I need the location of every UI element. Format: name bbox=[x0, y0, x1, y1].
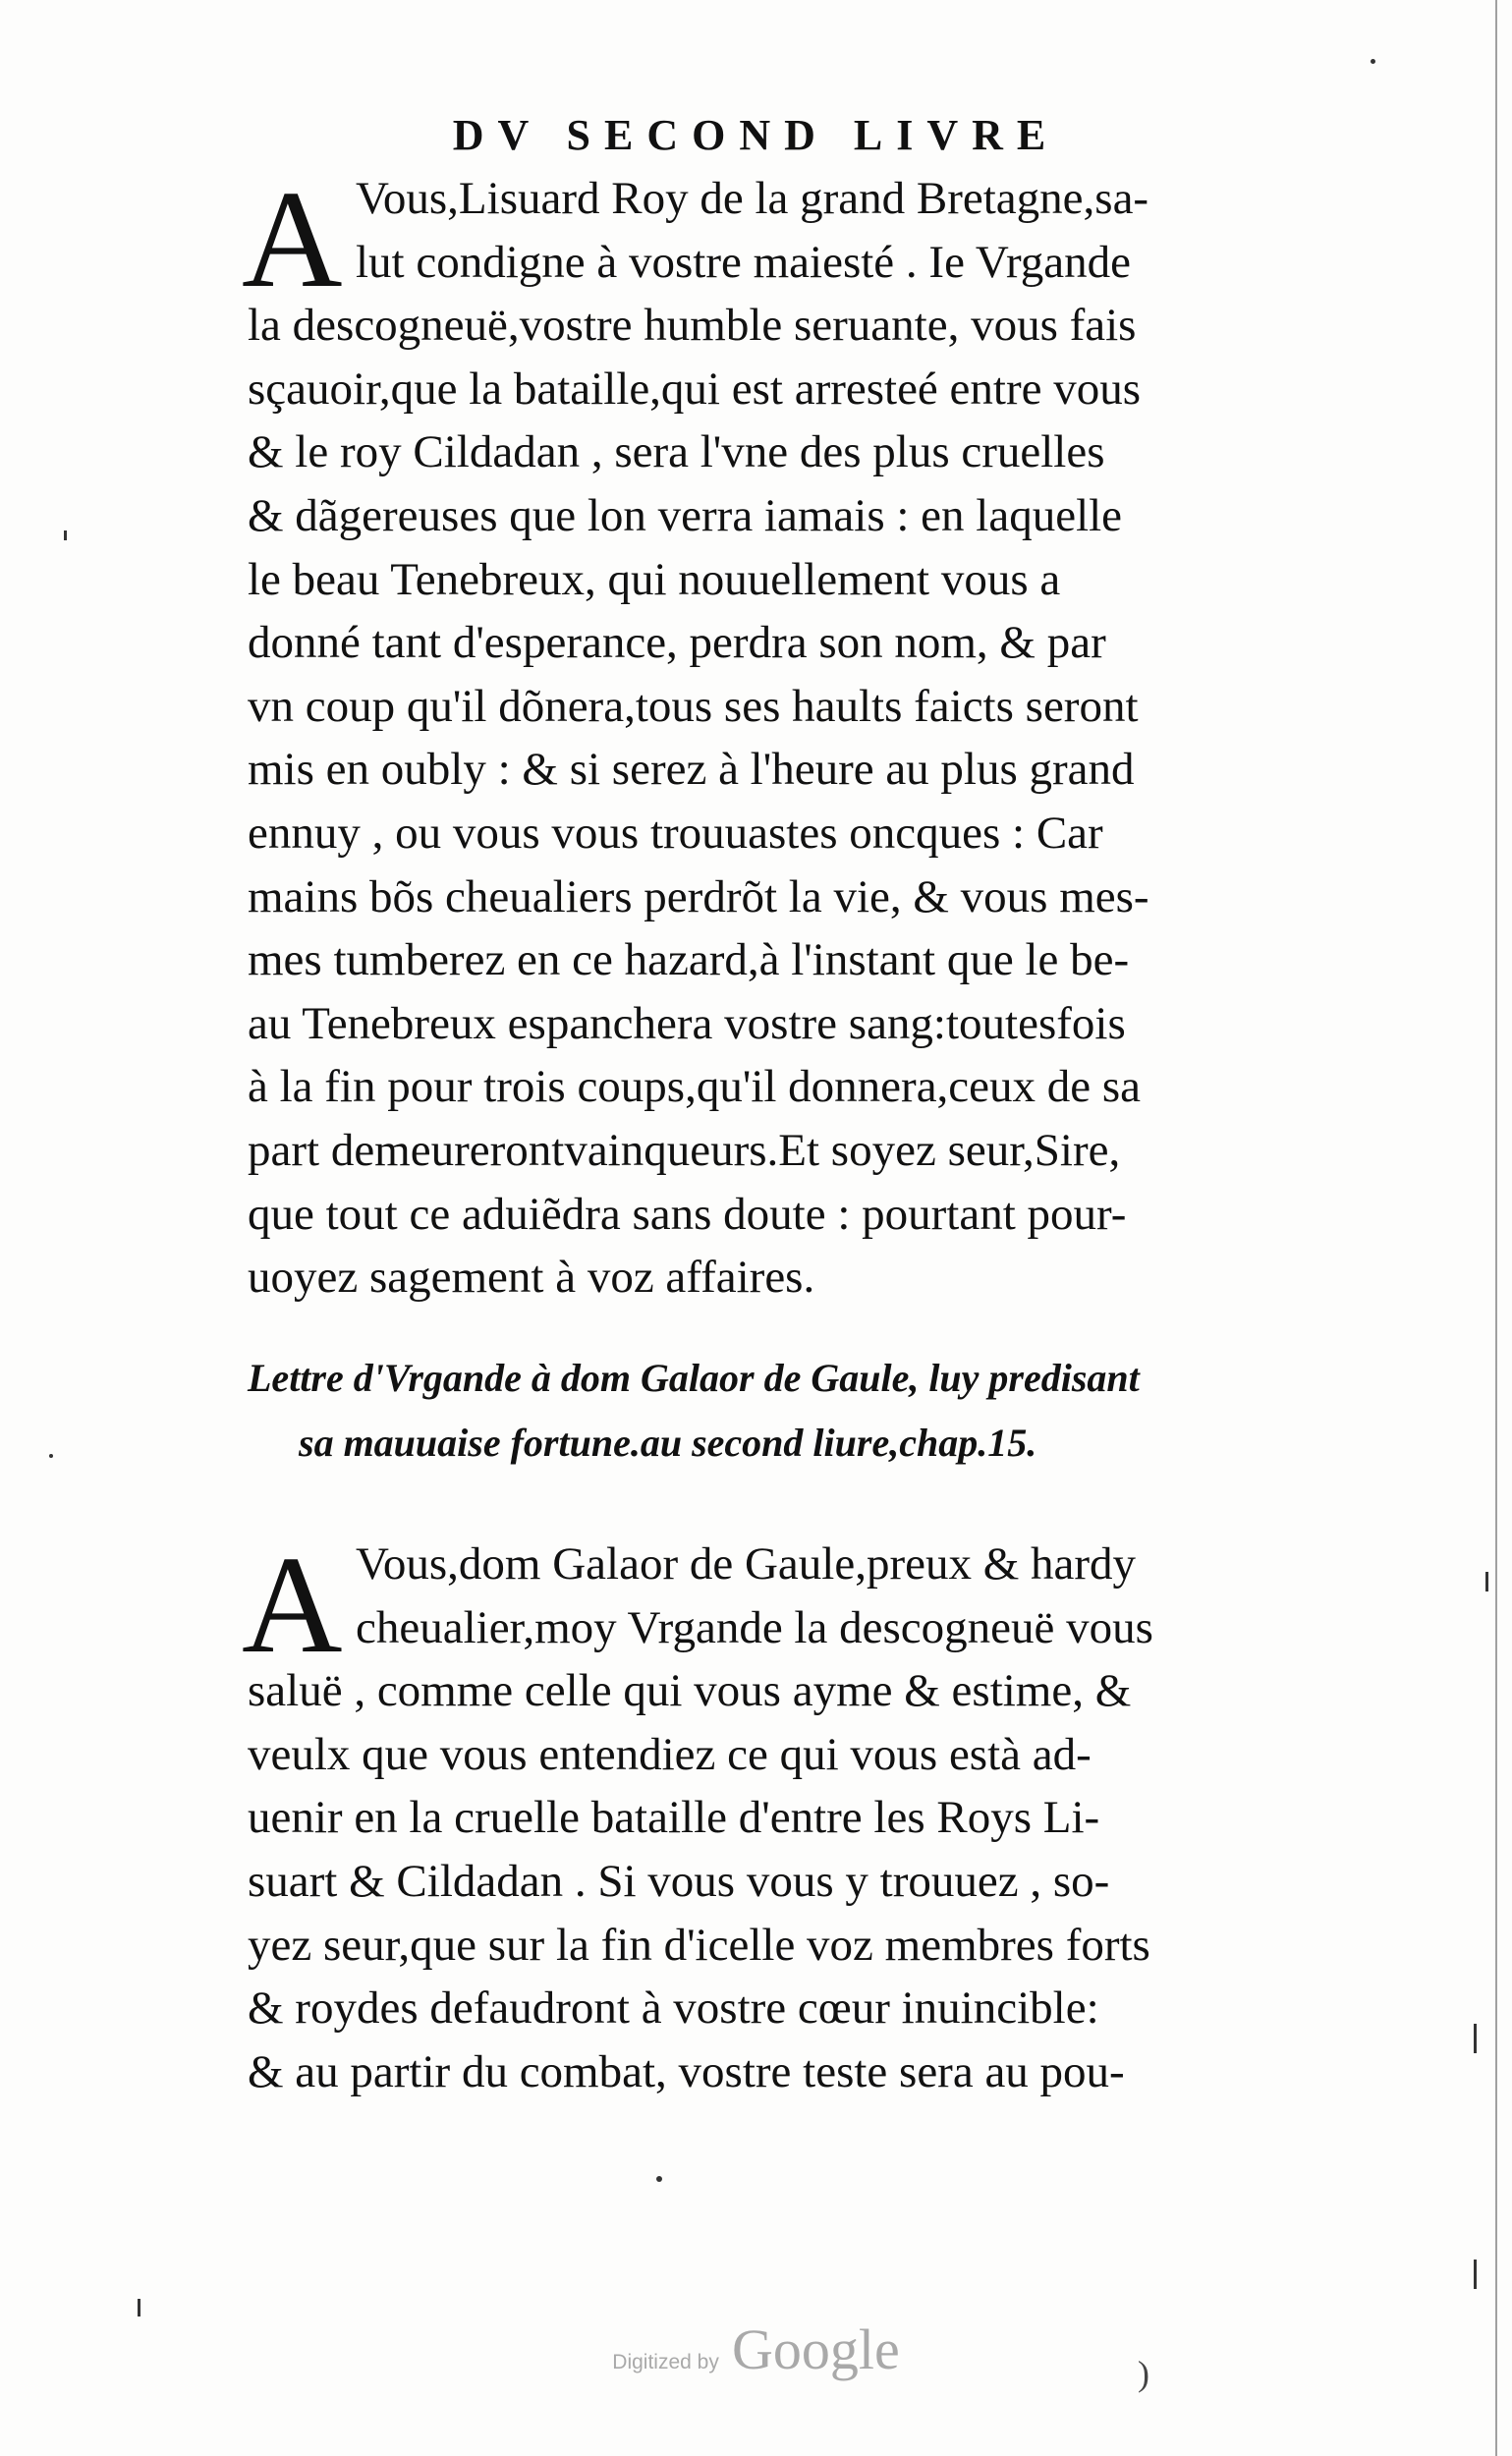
text-line: Vous,Lisuard Roy de la grand Bretagne,sa- bbox=[356, 173, 1149, 224]
text-line: mis en oubly : & si serez à l'heure au plus grand bbox=[248, 744, 1135, 796]
scan-speck bbox=[138, 2299, 140, 2316]
text-line: le beau Tenebreux, qui nouuellement vous a bbox=[248, 553, 1061, 605]
scan-edge bbox=[1495, 0, 1497, 2456]
text-line: veulx que vous entendiez ce qui vous està ad- bbox=[248, 1728, 1092, 1780]
text-line: Vous,dom Galaor de Gaule,preux & hardy bbox=[356, 1538, 1137, 1590]
text-line: mains bõs cheualiers perdrõt la vie, & vous mes- bbox=[248, 870, 1149, 922]
letter-heading bbox=[248, 1346, 1309, 1476]
text-line: que tout ce aduiẽdra sans doute : pourtant pour- bbox=[248, 1188, 1127, 1240]
text-line: & au partir du combat, vostre teste sera au pou- bbox=[248, 2045, 1125, 2097]
text-line: donné tant d'esperance, perdra son nom, & par bbox=[248, 617, 1106, 669]
text-line: cheualier,moy Vrgande la descogneuë vous bbox=[356, 1601, 1153, 1653]
text-line: uoyez sagement à voz affaires. bbox=[248, 1252, 815, 1304]
text-line: vn coup qu'il dõnera,tous ses haults faicts seront bbox=[248, 680, 1139, 732]
scan-speck bbox=[1485, 1572, 1488, 1591]
text-line: saluë , comme celle qui vous ayme & estime, & bbox=[248, 1665, 1132, 1717]
scan-speck bbox=[1474, 2024, 1477, 2053]
text-line: sçauoir,que la bataille,qui est arresteé entre vous bbox=[248, 363, 1142, 415]
scan-speck bbox=[1371, 59, 1375, 64]
text-line: uenir en la cruelle bataille d'entre les Roys Li- bbox=[248, 1792, 1100, 1844]
text-line: suart & Cildadan . Si vous vous y trouuez , so- bbox=[248, 1855, 1110, 1907]
text-line: & le roy Cildadan , sera l'vne des plus cruelles bbox=[248, 426, 1105, 478]
heading-line: sa mauuaise fortune.au second liure,chap.15. bbox=[299, 1421, 1037, 1465]
text-line: yez seur,que sur la fin d'icelle voz membres forts bbox=[248, 1919, 1150, 1971]
scan-speck bbox=[1474, 2260, 1477, 2289]
heading-line: Lettre d'Vrgande à dom Galaor de Gaule, luy predisant bbox=[248, 1356, 1140, 1400]
text-line: à la fin pour trois coups,qu'il donnera,ceux de sa bbox=[248, 1061, 1142, 1113]
drop-cap: A bbox=[242, 1527, 343, 1682]
google-logo: Google bbox=[731, 2317, 900, 2381]
text-line: & dãgereuses que lon verra iamais : en laquelle bbox=[248, 489, 1123, 541]
text-line: & roydes defaudront à vostre cœur inuincible: bbox=[248, 1982, 1099, 2035]
letter-2 bbox=[242, 1527, 1309, 2103]
margin-mark: ) bbox=[1138, 2354, 1149, 2393]
letter-1 bbox=[242, 161, 1309, 1310]
watermark-prefix: Digitized by bbox=[612, 2351, 719, 2373]
text-line: la descogneuë,vostre humble seruante, vous fais bbox=[248, 300, 1137, 352]
text-line: au Tenebreux espanchera vostre sang:toutesfois bbox=[248, 997, 1126, 1049]
text-line: mes tumberez en ce hazard,à l'instant que le be- bbox=[248, 934, 1130, 986]
scan-speck bbox=[656, 2176, 662, 2182]
scan-speck bbox=[49, 1454, 53, 1458]
scan-speck bbox=[64, 530, 67, 540]
running-head: DV SECOND LIVRE bbox=[452, 111, 1060, 159]
drop-cap: A bbox=[242, 161, 343, 316]
text-line: part demeurerontvainqueurs.Et soyez seur,Sire, bbox=[248, 1124, 1121, 1176]
text-line: lut condigne à vostre maiesté . Ie Vrgande bbox=[356, 236, 1131, 288]
digitized-watermark bbox=[0, 2316, 1512, 2382]
text-line: ennuy , ou vous vous trouuastes oncques : Car bbox=[248, 807, 1103, 859]
